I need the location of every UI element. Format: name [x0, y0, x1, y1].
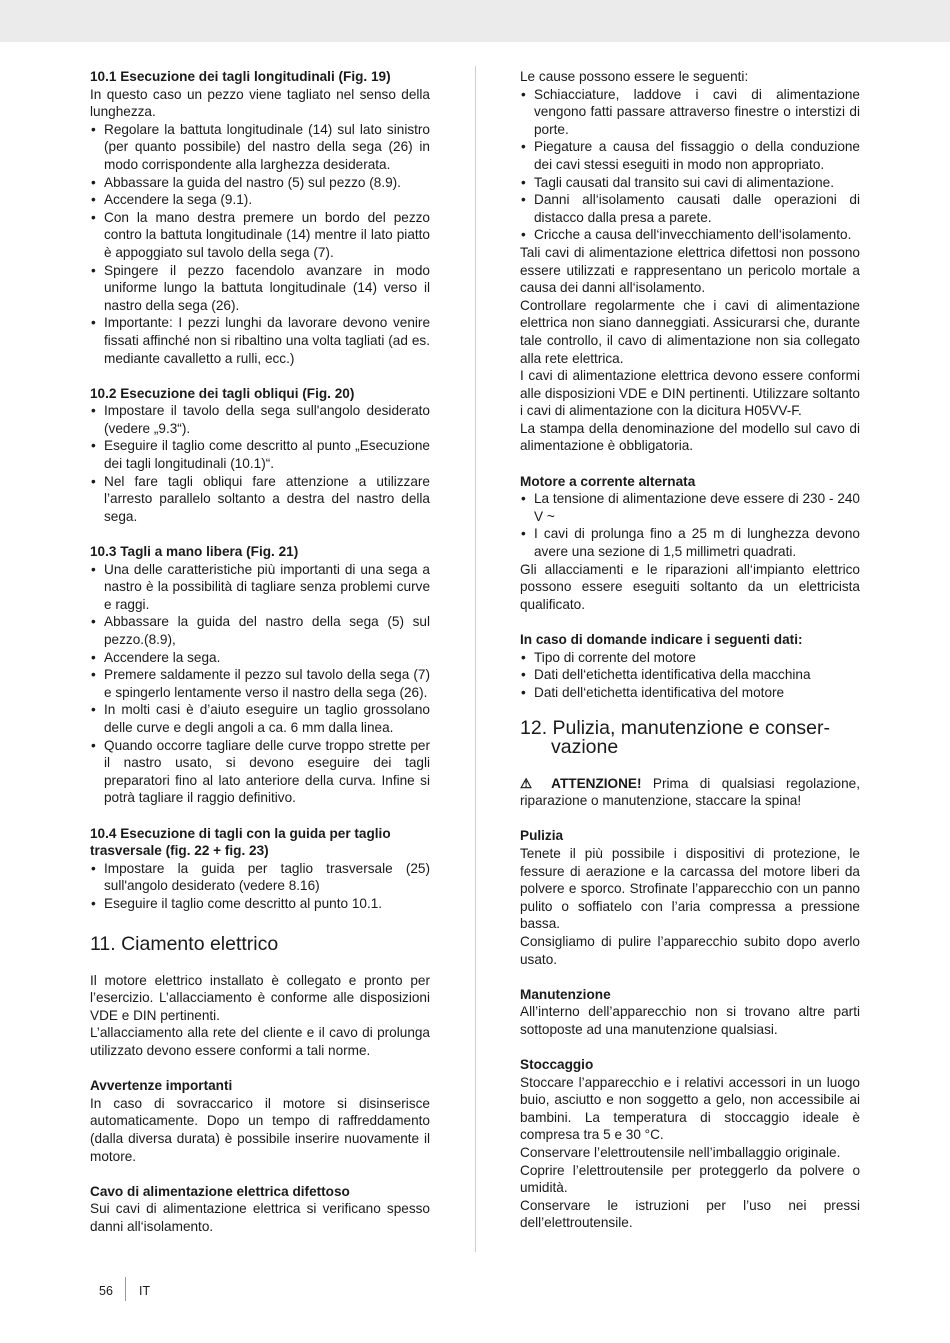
top-bar — [0, 0, 950, 42]
list-item: • Accendere la sega. — [90, 649, 430, 667]
list-item: • Impostare il tavolo della sega sull'angolo desiderato (vedere „9.3“). — [90, 402, 430, 437]
section-11-paragraph-2: L’allacciamento alla rete del cliente e il cavo di prolunga utilizzato devono essere conformi a tali norme. — [90, 1025, 430, 1059]
important-notes-title: Avvertenze importanti — [90, 1078, 233, 1094]
model-print-paragraph: La stampa della denominazione del modello sul cavo di alimentazione è obbligatoria. — [520, 420, 860, 454]
section-10-4-title: 10.4 Esecuzione di tagli con la guida per taglio trasversale (fig. 22 + fig. 23) — [90, 825, 391, 859]
section-10-1-title: 10.1 Esecuzione dei tagli longitudinali (Fig. 19) — [90, 69, 391, 84]
list-item: • In molti casi è d’aiuto eseguire un taglio grossolano delle curve e degli angoli a ca. 6 mm dalla linea. — [90, 701, 430, 736]
section-10-2-title: 10.2 Esecuzione dei tagli obliqui (Fig. 20) — [90, 385, 355, 401]
defective-cable-title: Cavo di alimentazione elettrica difettoso — [90, 1183, 350, 1199]
section-12-title-line-1: 12. Pulizia, manutenzione e conser- — [520, 716, 831, 739]
maintenance-paragraph: All’interno dell’apparecchio non si trovano altre parti sottoposte ad una manutenzione qualsiasi. — [520, 1004, 860, 1037]
list-item: • Quando occorre tagliare delle curve troppo strette per il nastro usato, si devono eseguire dei tagli preparatori fino al lato anteriore della curva. Infine si potrà tagliare il raggio definitivo. — [90, 737, 430, 807]
defective-cables-paragraph: Tali cavi di alimentazione elettrica difettosi non possono essere utilizzati e rappresentano un pericolo mortale a causa dei danni all‘isolamento. — [520, 244, 860, 296]
list-item: • Dati dell‘etichetta identificativa della macchina — [520, 666, 860, 684]
list-item: • Importante: I pezzi lunghi da lavorare devono venire fissati affinché non si ribaltino una volta tagliati (ad es. mediante cavalletto a rulli, ecc.) — [90, 314, 430, 367]
list-item: • Cricche a causa dell‘invecchiamento dell‘isolamento. — [520, 226, 860, 244]
warning-icon: ⚠ — [520, 775, 540, 791]
causes-list — [520, 86, 860, 244]
left-column — [90, 68, 430, 1236]
list-item: • Regolare la battuta longitudinale (14) sul lato sinistro (per quanto possibile) del nastro della sega (26) in modo corrispondente alla larghezza desiderata. — [90, 121, 430, 174]
storage-title: Stoccaggio — [520, 1057, 594, 1073]
section-10-2-list — [90, 402, 430, 525]
section-11-title: 11. Ciamento elettrico — [90, 933, 279, 956]
ac-motor-title: Motore a corrente alternata — [520, 473, 696, 489]
important-notes-paragraph: In caso di sovraccarico il motore si disinserisce automaticamente. Dopo un tempo di raffreddamento (dalla diversa durata) è possibile inserire nuovamente il motore. — [90, 1095, 430, 1164]
list-item: • Tagli causati dal transito sui cavi di alimentazione. — [520, 174, 860, 192]
list-item: • Nel fare tagli obliqui fare attenzione a utilizzare l’arresto parallelo soltanto a destra del nastro della sega. — [90, 473, 430, 526]
right-column — [520, 68, 860, 1232]
list-item: • I cavi di prolunga fino a 25 m di lunghezza devono avere una sezione di 1,5 millimetri quadrati. — [520, 525, 860, 560]
list-item: • La tensione di alimentazione deve essere di 230 - 240 V ~ — [520, 490, 860, 525]
column-divider — [475, 66, 476, 1252]
list-item: • Spingere il pezzo facendolo avanzare in modo uniforme lungo la battuta longitudinale (14) verso il nastro della sega (26). — [90, 262, 430, 315]
list-item: • Dati dell‘etichetta identificativa del motore — [520, 684, 860, 702]
attention-label: ATTENZIONE! — [551, 775, 642, 791]
defective-cable-paragraph: Sui cavi di alimentazione elettrica si verificano spesso danni all‘isolamento. — [90, 1201, 430, 1234]
storage-paragraph-1: Stoccare l’apparecchio e i relativi accessori in un luogo buio, asciutto e non soggetto a gelo, non accessibile ai bambini. La temperatura di stoccaggio ideale è compresa tra 5 e 30 °C. — [520, 1074, 860, 1143]
list-item: • Tipo di corrente del motore — [520, 649, 860, 667]
list-item: • Impostare la guida per taglio trasversale (25) sull'angolo desiderato (vedere 8.16) — [90, 860, 430, 895]
list-item: • Premere saldamente il pezzo sul tavolo della sega (7) e spingerlo lentamente verso il nastro della sega (26). — [90, 666, 430, 701]
list-item: • Abbassare la guida del nastro della sega (5) sul pezzo.(8.9), — [90, 613, 430, 648]
language-code: IT — [139, 1284, 151, 1298]
attention-paragraph — [520, 775, 860, 810]
ac-motor-list — [520, 490, 860, 560]
section-10-3-list — [90, 561, 430, 807]
list-item: • Una delle caratteristiche più importanti di una sega a nastro è la possibilità di tagliare senza problemi curve e raggi. — [90, 561, 430, 614]
check-cables-paragraph: Controllare regolarmente che i cavi di alimentazione elettrica non siano danneggiati. Assicurarsi che, durante tale controllo, il cavo di alimentazione non sia collegato alla rete elettrica. — [520, 297, 860, 366]
footer-divider — [125, 1277, 126, 1301]
cable-standards-paragraph: I cavi di alimentazione elettrica devono essere conformi alle disposizioni VDE e DIN pertinenti. Utilizzare soltanto i cavi di alimentazione con la dicitura H05VV-F. — [520, 368, 860, 419]
section-10-1-intro: In questo caso un pezzo viene tagliato nel senso della lunghezza. — [90, 86, 430, 120]
section-12-title — [520, 716, 860, 758]
list-item: • Danni all‘isolamento causati dalle operazioni di distacco dalla presa a parete. — [520, 191, 860, 226]
cleaning-title: Pulizia — [520, 828, 564, 844]
list-item: • Con la mano destra premere un bordo del pezzo contro la battuta longitudinale (14) mentre il lato piatto è appoggiato sul tavolo della sega (7). — [90, 209, 430, 262]
maintenance-title: Manutenzione — [520, 986, 611, 1002]
list-item: • Accendere la sega (9.1). — [90, 191, 430, 209]
cleaning-paragraph-1: Tenete il più possibile i dispositivi di protezione, le fessure di aerazione e la carcassa del motore liberi da polvere e sporco. Strofinate l’apparecchio con un panno pulito o soffiatelo con l’aria compressa a pressione bassa. — [520, 845, 860, 932]
section-12-title-line-2: vazione — [551, 735, 619, 758]
list-item: • Eseguire il taglio come descritto al punto „Esecuzione dei tagli longitudinali (10.1)“. — [90, 437, 430, 472]
page-number: 56 — [99, 1284, 113, 1298]
causes-intro: Le cause possono essere le seguenti: — [520, 69, 749, 84]
section-10-3-title: 10.3 Tagli a mano libera (Fig. 21) — [90, 544, 299, 560]
list-item: • Piegature a causa del fissaggio o della conduzione dei cavi stessi eseguiti in modo non appropriato. — [520, 138, 860, 173]
list-item: • Schiacciature, laddove i cavi di alimentazione vengono fatti passare attraverso finestre o interstizi di porte. — [520, 86, 860, 139]
electrician-paragraph: Gli allacciamenti e le riparazioni all‘impianto elettrico possono essere eseguiti soltanto da un elettricista qualificato. — [520, 561, 860, 612]
attention-text: Prima di qualsiasi regolazione, riparazione o manutenzione, staccare la spina! — [520, 775, 861, 809]
cleaning-paragraph-2: Consigliamo di pulire l’apparecchio subito dopo averlo usato. — [520, 933, 860, 967]
storage-paragraph-4: Conservare le istruzioni per l’uso nei pressi dell’elettroutensile. — [520, 1197, 860, 1231]
list-item: • Abbassare la guida del nastro (5) sul pezzo (8.9). — [90, 174, 430, 192]
storage-paragraph-2: Conservare l’elettroutensile nell’imballaggio originale. — [520, 1145, 841, 1161]
section-10-1-list — [90, 121, 430, 367]
section-11-paragraph-1: Il motore elettrico installato è collegato e pronto per l’esercizio. L’allacciamento è conforme alle disposizioni VDE e DIN pertinenti. — [90, 972, 430, 1023]
section-10-4-list — [90, 860, 430, 913]
list-item: • Eseguire il taglio come descritto al punto 10.1. — [90, 895, 430, 913]
questions-title: In caso di domande indicare i seguenti dati: — [520, 632, 803, 647]
questions-list — [520, 649, 860, 702]
storage-paragraph-3: Coprire l’elettroutensile per proteggerlo da polvere o umidità. — [520, 1162, 860, 1196]
